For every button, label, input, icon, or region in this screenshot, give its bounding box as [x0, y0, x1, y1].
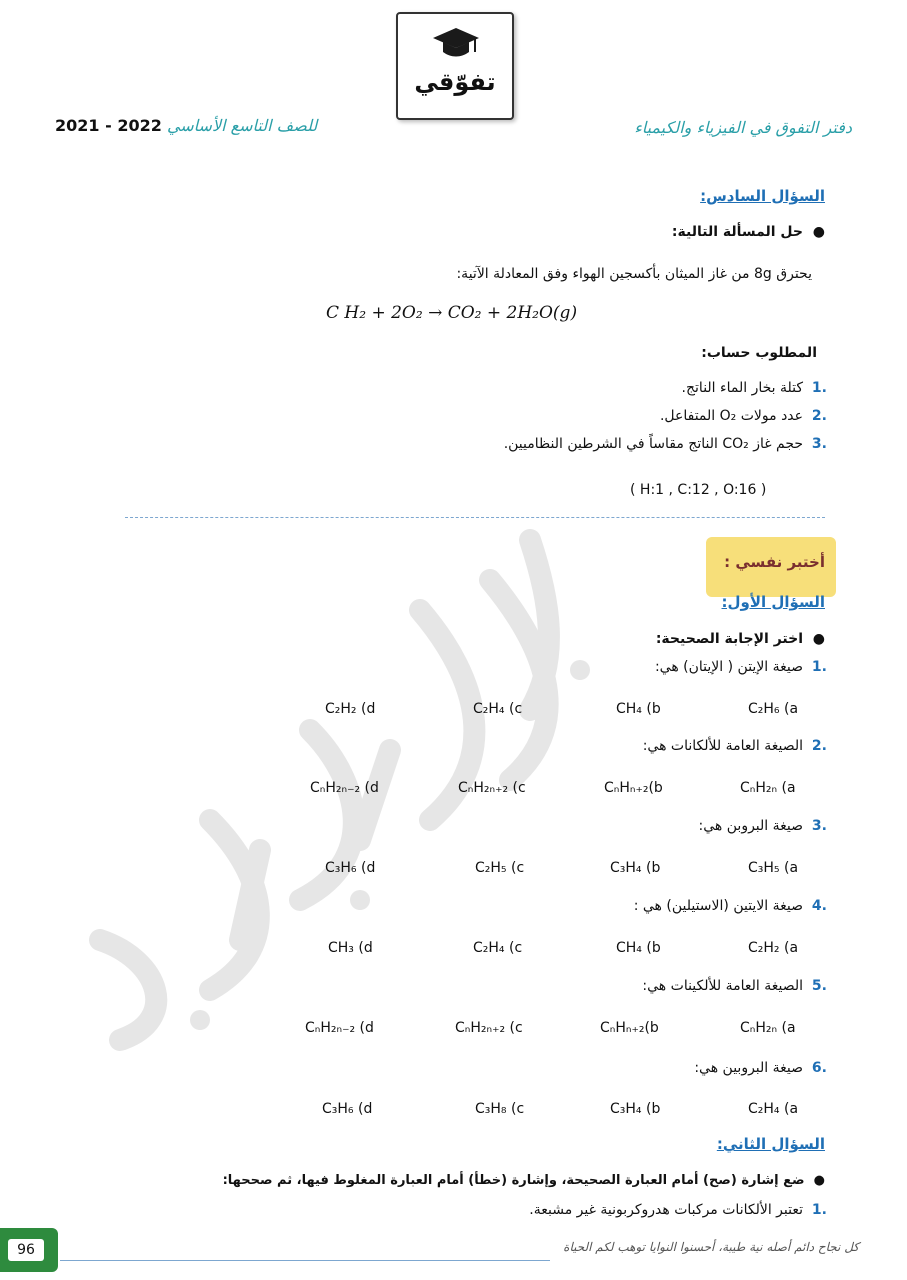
- q2-bullet: [175, 1173, 825, 1188]
- q6-equation: C H₂ + 2O₂ → CO₂ + 2H₂O(g): [326, 303, 578, 323]
- option-a: C₂H₂ (a: [748, 940, 799, 956]
- question-text: صيغة البروبين هي:: [694, 1060, 804, 1076]
- option-a: C₃H₅ (a: [748, 860, 799, 876]
- mcq-question: [642, 978, 827, 994]
- footer-quote: كل نجاح دائم أصله نية طيبة، أحسنوا النوايا توهب لكم الحياة: [563, 1240, 859, 1254]
- bullet-icon: ●: [803, 224, 825, 240]
- question-text: صيغة الإيتن ( الإيتان) هي:: [654, 659, 804, 675]
- question-text: صيغة البروبن هي:: [698, 818, 804, 834]
- option-b: CₙHₙ₊₂(b: [604, 780, 663, 796]
- option-c: CₙH₂ₙ₊₂ (c: [458, 780, 526, 796]
- bullet-icon: ●: [803, 631, 825, 647]
- option-c: C₂H₄ (c: [473, 940, 523, 956]
- footer-line: [60, 1260, 550, 1261]
- question-number: .4: [811, 898, 827, 914]
- q2-item: [529, 1202, 827, 1218]
- graduation-cap-icon: [431, 26, 481, 60]
- mcq-question: [699, 818, 827, 834]
- page-number: 96: [8, 1239, 44, 1261]
- q6-bullet: [672, 224, 825, 240]
- test-label: أختبر نفسي :: [724, 553, 825, 571]
- option-c: C₃H₈ (c: [475, 1101, 525, 1117]
- logo: [396, 12, 514, 120]
- option-b: C₃H₄ (b: [610, 1101, 661, 1117]
- q2-title: السؤال الثاني:: [716, 1135, 825, 1153]
- item-number: .3: [811, 436, 827, 452]
- question-number: .6: [811, 1060, 827, 1076]
- option-c: CₙH₂ₙ₊₂ (c: [455, 1020, 523, 1036]
- option-c: C₂H₄ (c: [473, 701, 523, 717]
- option-b: CH₄ (b: [616, 940, 661, 956]
- item-number: .2: [811, 408, 827, 424]
- header-year: 2021 - 2022: [55, 116, 162, 135]
- q1-title: السؤال الأول:: [721, 593, 825, 611]
- item-number: .1: [811, 380, 827, 396]
- option-d: C₃H₆ (d: [325, 860, 376, 876]
- option-b: CₙHₙ₊₂(b: [600, 1020, 659, 1036]
- question-number: .2: [811, 738, 827, 754]
- mcq-question: [655, 659, 827, 675]
- mcq-question: [634, 898, 827, 914]
- header-grade-text: للصف التاسع الأساسي: [166, 116, 318, 135]
- header-title: دفتر التفوق في الفيزياء والكيمياء: [634, 118, 852, 137]
- q1-bullet-text: اختر الإجابة الصحيحة:: [655, 631, 804, 647]
- question-number: .3: [811, 818, 827, 834]
- q6-item: [660, 408, 827, 424]
- item-number: .1: [811, 1202, 827, 1218]
- item-text: تعتبر الألكانات مركبات هدروكربونية غير مشبعة.: [529, 1202, 804, 1218]
- option-a: CₙH₂ₙ (a: [740, 1020, 796, 1036]
- option-c: C₂H₅ (c: [475, 860, 525, 876]
- option-a: CₙH₂ₙ (a: [740, 780, 796, 796]
- page-number-box: [0, 1228, 58, 1272]
- atomic-masses: ( H:1 , C:12 , O:16 ): [630, 482, 767, 498]
- option-a: C₂H₄ (a: [748, 1101, 799, 1117]
- question-text: صيغة الايتين (الاستيلين) هي :: [633, 898, 804, 914]
- bullet-icon: ●: [804, 1173, 825, 1188]
- option-d: C₃H₆ (d: [322, 1101, 373, 1117]
- option-a: C₂H₆ (a: [748, 701, 799, 717]
- option-d: CₙH₂ₙ₋₂ (d: [310, 780, 379, 796]
- q6-title: السؤال السادس:: [700, 187, 825, 205]
- question-text: الصيغة العامة للألكانات هي:: [642, 738, 804, 754]
- q6-problem: يحترق 8g من غاز الميثان بأكسجين الهواء وفق المعادلة الآتية:: [456, 266, 812, 282]
- q6-item: [682, 380, 827, 396]
- option-d: C₂H₂ (d: [325, 701, 376, 717]
- item-text: حجم غاز CO₂ الناتج مقاساً في الشرطين النظاميين.: [503, 436, 804, 452]
- option-d: CH₃ (d: [328, 940, 373, 956]
- option-d: CₙH₂ₙ₋₂ (d: [305, 1020, 374, 1036]
- question-number: .1: [811, 659, 827, 675]
- option-b: C₃H₄ (b: [610, 860, 661, 876]
- q2-bullet-text: ضع إشارة (صح) أمام العبارة الصحيحة، وإشارة (خطأ) أمام العبارة المغلوط فيها، ثم صححها:: [222, 1173, 805, 1188]
- question-text: الصيغة العامة للألكينات هي:: [642, 978, 804, 994]
- question-number: .5: [811, 978, 827, 994]
- q6-bullet-text: حل المسألة التالية:: [671, 224, 804, 240]
- section-divider: [125, 517, 825, 518]
- header-grade: [55, 116, 375, 135]
- q1-bullet: [656, 631, 825, 647]
- option-b: CH₄ (b: [616, 701, 661, 717]
- logo-text: تفوّقي: [414, 68, 496, 96]
- mcq-question: [694, 1060, 827, 1076]
- q6-item: [504, 436, 827, 452]
- item-text: كتلة بخار الماء الناتج.: [681, 380, 804, 396]
- item-text: عدد مولات O₂ المتفاعل.: [659, 408, 804, 424]
- q6-required: المطلوب حساب:: [701, 345, 817, 361]
- mcq-question: [643, 738, 827, 754]
